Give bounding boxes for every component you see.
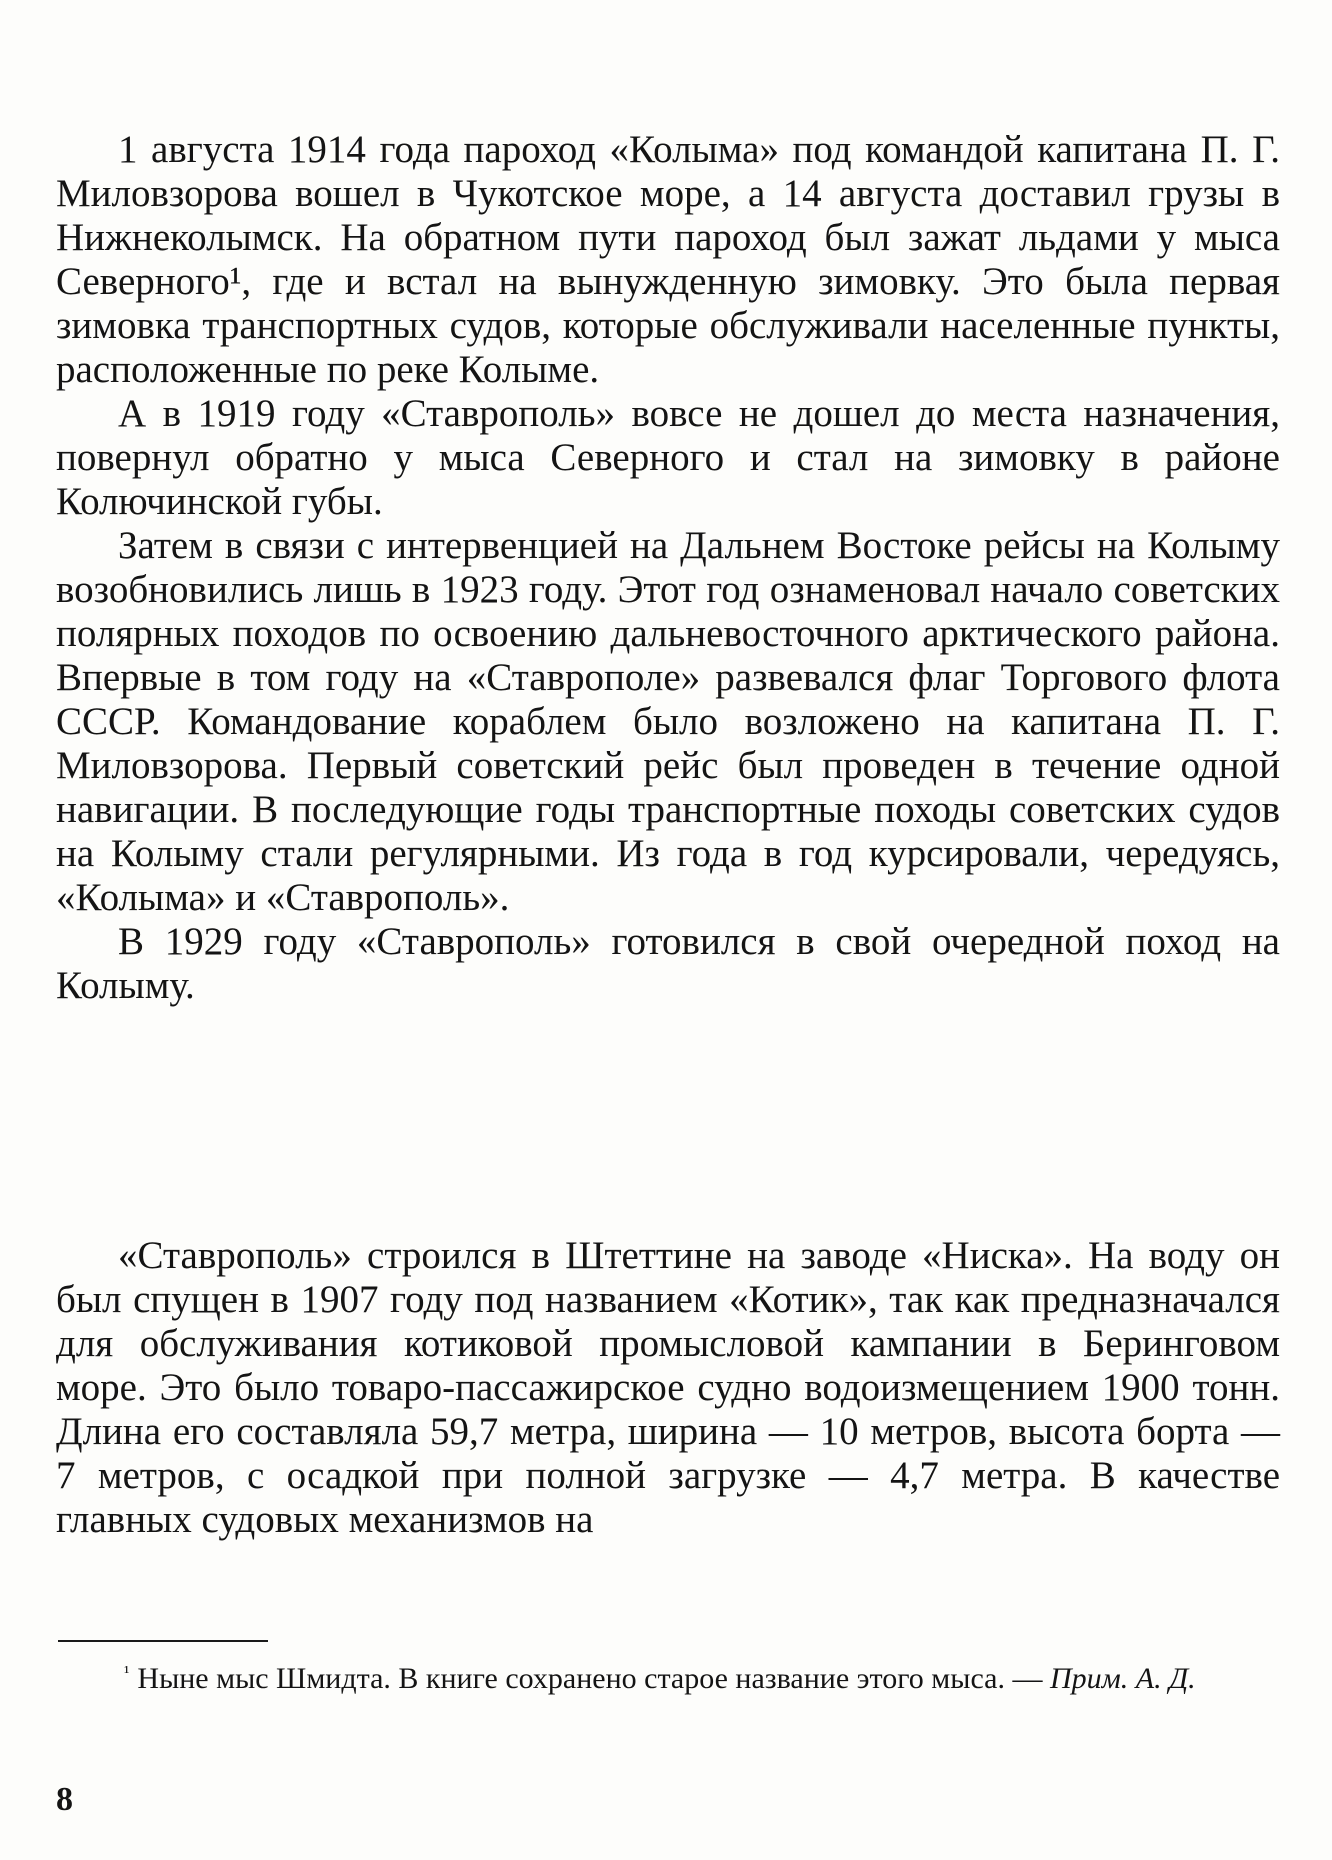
paragraph: Затем в связи с интервенцией на Дальнем Востоке рейсы на Колыму возобновились лишь в 1923 году. Этот год ознаменовал начало советских полярных походов по освоению дальневосточного арктического района. Впервые в том году на «Ставрополе» развевался флаг Торгового флота СССР. Командование кораблем было возложено на капитана П. Г. Миловзорова. Первый советский рейс был проведен в течение одной навигации. В последующие годы транспортные походы советских судов на Колыму стали регулярными. Из года в год курсировали, чередуясь, «Колыма» и «Ставрополь». [56,524,1280,919]
paragraph: А в 1919 году «Ставрополь» вовсе не дошел до места назначения, повернул обратно у мыса Северного и стал на зимовку в районе Колючинской губы. [56,392,1280,523]
footnote-text: Ныне мыс Шмидта. В книге сохранено старое название этого мыса. — [137,1662,1043,1695]
footnote-marker: ¹ [124,1662,130,1682]
main-text-section-2 [56,1234,1280,1542]
paragraph: 1 августа 1914 года пароход «Колыма» под командой капитана П. Г. Миловзорова вошел в Чукотское море, а 14 августа доставил грузы в Нижнеколымск. На обратном пути пароход был зажат льдами у мыса Северного¹, где и встал на вынужденную зимовку. Это была первая зимовка транспортных судов, которые обслуживали населенные пункты, расположенные по реке Колыме. [56,128,1280,391]
paragraph: «Ставрополь» строился в Штеттине на заводе «Ниска». На воду он был спущен в 1907 году под названием «Котик», так как предназначался для обслуживания котиковой промысловой кампании в Беринговом море. Это было товаро-пассажирское судно водоизмещением 1900 тонн. Длина его составляла 59,7 метра, ширина — 10 метров, высота борта — 7 метров, с осадкой при полной загрузке — 4,7 метра. В качестве главных судовых механизмов на [56,1234,1280,1541]
footnote-attribution: Прим. А. Д. [1049,1662,1196,1695]
page-number: 8 [56,1781,73,1818]
footnote-divider [58,1640,268,1642]
footnote [58,1660,1280,1698]
main-text-section-1 [56,128,1280,1008]
paragraph: В 1929 году «Ставрополь» готовился в свой очередной поход на Колыму. [56,920,1280,1007]
